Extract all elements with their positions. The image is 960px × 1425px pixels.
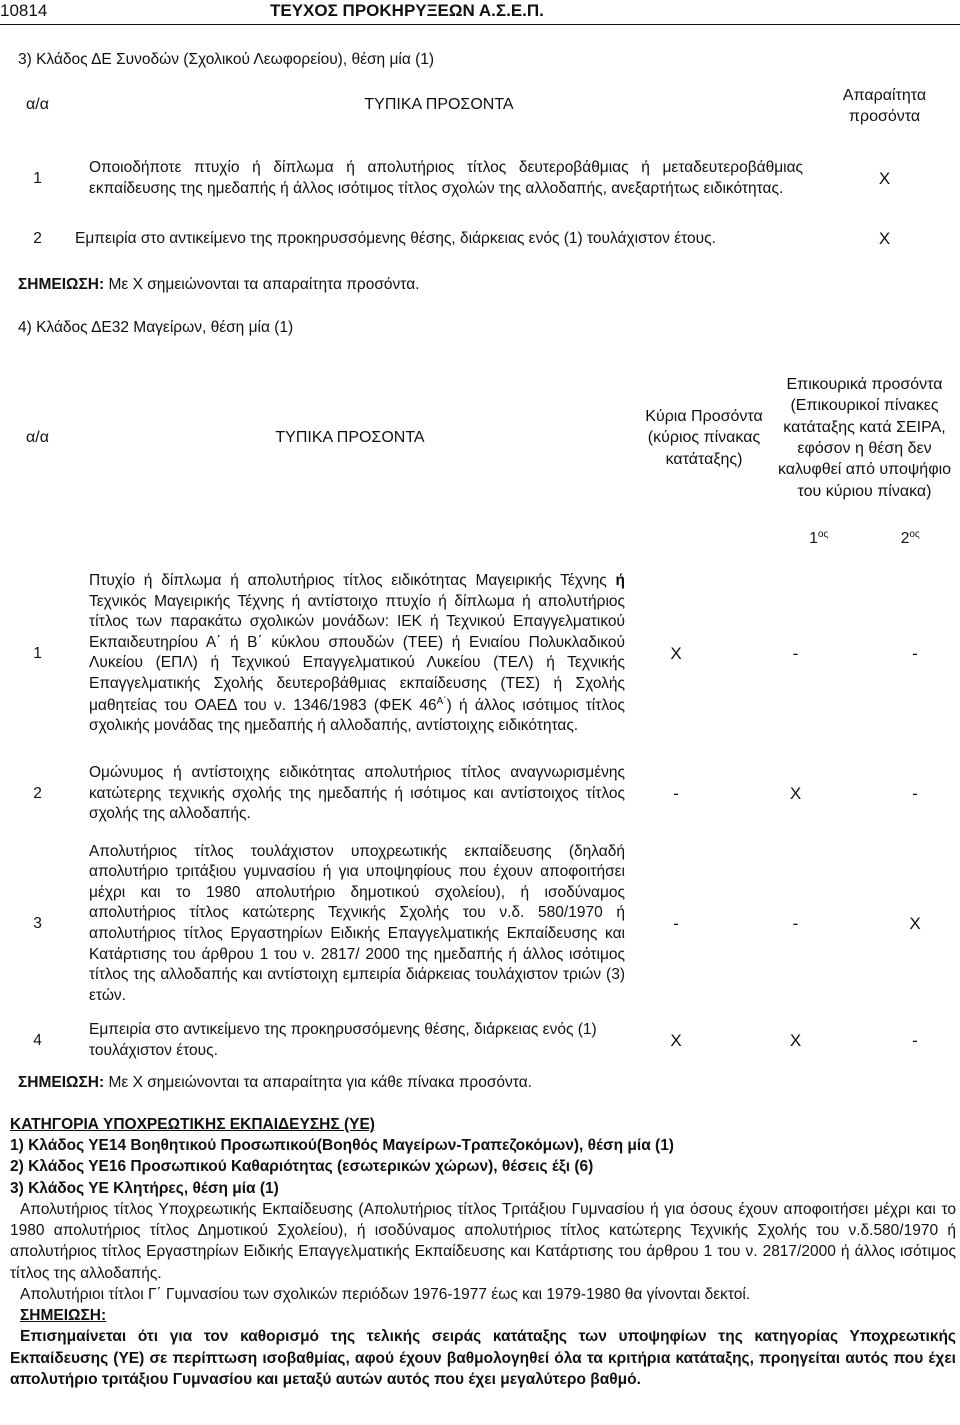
main-mark: -: [673, 783, 679, 803]
note-text: Με Χ σημειώνονται τα απαραίτητα για κάθε πίνακα προσόντα.: [108, 1074, 532, 1091]
row-number: 4: [33, 1031, 42, 1049]
row-number: 2: [33, 784, 42, 802]
aux2-mark: -: [912, 1030, 918, 1050]
row-text: Απολυτήριος τίτλος τουλάχιστον υποχρεωτικής εκπαίδευσης (δηλαδή απολυτήριο τριτάξιου γυμνασίου ή για υποψηφίους που έχουν αποφοιτήσει μέχρι και το 1980 απολυτήριο δημοτικού σχολείου), ή ισοδύναμος απολυτήριος τίτλος κατώτερης Τεχνικής Σχολής του ν.δ. 580/1970 ή απολυτήριος τίτλος Εργαστηρίων Ειδικής Επαγγελματικής Εκπαίδευσης και Κατάρτισης του άρθρου 1 του ν. 2817/ 2000 της ημεδαπής ή άλλος ισότιμος τίτλος της αλλοδαπής και αντίστοιχη εμπειρία διάρκειας τουλάχιστον τριών (3) ετών.: [89, 842, 625, 1004]
page-number: 10814: [0, 1, 48, 20]
col-header-typika: ΤΥΠΙΚΑ ΠΡΟΣΟΝΤΑ: [364, 96, 514, 113]
ye-heading: ΚΑΤΗΓΟΡΙΑ ΥΠΟΧΡΕΩΤΙΚΗΣ ΕΚΠΑΙΔΕΥΣΗΣ (ΥΕ): [10, 1116, 375, 1133]
col-header-aux: Επικουρικά προσόντα (Επικουρικοί πίνακες κατάταξης κατά ΣΕΙΡΑ, εφόσον η θέση δεν καλυφθεί από υποψήφιο του κύριου πίνακα): [777, 376, 952, 500]
row-marks: [635, 1016, 956, 1066]
note-label: ΣΗΜΕΙΩΣΗ:: [18, 276, 105, 293]
section-4-title: 4) Κλάδος ΔΕ32 Μαγείρων, θέση μία (1): [18, 319, 294, 336]
page-header: [0, 0, 960, 25]
section-3-title: 3) Κλάδος ΔΕ Συνοδών (Σχολικού Λεωφορείου), θέση μία (1): [18, 51, 435, 68]
aux2-mark: -: [912, 783, 918, 803]
ye-item-2: 2) Κλάδος ΥΕ16 Προσωπικού Καθαριότητας (εσωτερικών χώρων), θέσεις έξι (6): [10, 1158, 594, 1176]
main-mark: Χ: [670, 1030, 682, 1050]
aux-first-label: $1^{o\varsigma}$: [809, 529, 829, 548]
ye-qualification-text: Απολυτήριος τίτλος Υποχρεωτικής Εκπαίδευσης (Απολυτήριος τίτλος Τριτάξιου Γυμνασίου ή για όσους έχουν αποφοιτήσει μέχρι και το 1980 απολυτήριος τίτλος Δημοτικού Σχολείου), ή ισοδύναμος απολυτήριος τίτλος κατώτερης Τεχνικής Σχολής του ν.δ.580/1970 ή απολυτήριος τίτλος Εργαστηρίων Ειδικής Επαγγελματικής Εκπαίδευσης και Κατάρτισης του άρθρου 1 του ν. 2817/2000 ή άλλος ισότιμος τίτλος της αλλοδαπής.: [10, 1200, 956, 1282]
ye-note-text: Επισημαίνεται ότι για τον καθορισμό της τελικής σειράς κατάταξης των υποψηφίων της κατηγορίας Υποχρεωτικής Εκπαίδευσης (ΥΕ) σε περίπτωση ισοβαθμίας, αφού έχουν βαθμολογηθεί όλα τα κριτήρια κατάταξης, προηγείται αυτός που έχει απολυτήριο τριτάξιου Γυμνασίου και μεταξύ αυτών αυτός που έχει μεγαλύτερο βαθμό.: [10, 1328, 956, 1388]
required-mark: Χ: [878, 168, 891, 188]
ye-note-label: ΣΗΜΕΙΩΣΗ:: [20, 1307, 107, 1325]
col-header-aa: α/α: [26, 96, 49, 113]
required-mark: Χ: [878, 228, 891, 248]
section-4-table: [10, 350, 956, 1066]
ye-item-1: 1) Κλάδος ΥΕ14 Βοηθητικού Προσωπικού(Βοηθός Μαγείρων-Τραπεζοκόμων), θέση μία (1): [10, 1137, 674, 1155]
aux-second-label: $2^{o\varsigma}$: [900, 529, 920, 548]
row-number: 3: [33, 914, 42, 932]
row-text: Πτυχίο ή δίπλωμα ή απολυτήριος τίτλος ειδικότητας Μαγειρικής Τέχνης ή Τεχνικός Μαγειρικής Τέχνης ή αντίστοιχο πτυχίο ή δίπλωμα ή απολυτήριος τίτλος των παρακάτω σχολικών μονάδων: ΙΕΚ ή Τεχνικού Επαγγελματικού Εκπαιδευτηρίου Α΄ ή Β΄ κύκλου σπουδών (ΤΕΕ) ή Ενιαίου Πολυκλαδικού Λυκείου (ΕΠΛ) ή Τεχνικού Επαγγελματικού Λυκείου (ΤΕΛ) ή Τεχνικής Επαγγελματικής Σχολής δευτεροβάθμιας εκπαίδευσης (ΤΕΣ) ή Σχολής μαθητείας του ΟΑΕΔ του ν. 1346/1983 (ΦΕΚ $46^{A΄}$) ή άλλος ισότιμος τίτλος σχολικής μονάδας της ημεδαπής ή αλλοδαπής, αντίστοιχης ειδικότητας.: [89, 571, 625, 735]
row-marks: [635, 756, 956, 832]
section-4-note: [18, 1073, 532, 1094]
section-3-note: [18, 275, 419, 296]
col-header-main: Κύρια Προσόντα (κύριος πίνακας κατάταξης): [645, 408, 763, 468]
row-marks: [635, 552, 956, 756]
row-number: 2: [33, 229, 42, 247]
main-mark: Χ: [670, 643, 682, 663]
section-3-table: [10, 86, 956, 262]
row-number: 1: [33, 644, 42, 662]
col-header-typika: ΤΥΠΙΚΑ ΠΡΟΣΟΝΤΑ: [275, 429, 425, 447]
col-header-required: Απαραίτητα προσόντα: [842, 87, 927, 125]
ye-item-3: 3) Κλάδος ΥΕ Κλητήρες, θέση μία (1): [10, 1179, 279, 1197]
row-text: Εμπειρία στο αντικείμενο της προκηρυσσόμενης θέσης, διάρκειας ενός (1) τουλάχιστον έτους.: [89, 1021, 597, 1059]
aux2-mark: -: [912, 643, 918, 663]
main-mark: -: [673, 913, 679, 933]
ye-category-block: [10, 1114, 956, 1390]
col-header-aa: α/α: [26, 429, 49, 447]
row-marks: [635, 832, 956, 1016]
row-text: Ομώνυμος ή αντίστοιχης ειδικότητας απολυτήριος τίτλος αναγνωρισμένης κατώτερης τεχνικής σχολής της ημεδαπής ή ισότιμος και αντίστοιχος τίτλος σχολής της αλλοδαπής.: [89, 764, 625, 823]
aux1-mark: Χ: [789, 1030, 802, 1050]
row-text: Οποιοδήποτε πτυχίο ή δίπλωμα ή απολυτήριος τίτλος δευτεροβάθμιας ή μεταδευτεροβάθμιας εκπαίδευσης της ημεδαπής ή άλλος ισότιμος τίτλος σχολών της αλλοδαπής, ανεξαρτήτως ειδικότητας.: [89, 159, 803, 197]
row-number: 1: [33, 169, 42, 187]
note-text: Με Χ σημειώνονται τα απαραίτητα προσόντα.: [108, 276, 420, 293]
aux1-mark: Χ: [789, 783, 802, 803]
aux-subheaders: [773, 526, 956, 552]
aux1-mark: -: [792, 913, 799, 933]
row-text: Εμπειρία στο αντικείμενο της προκηρυσσόμενης θέσης, διάρκειας ενός (1) τουλάχιστον έτους.: [75, 229, 716, 247]
note-label: ΣΗΜΕΙΩΣΗ:: [18, 1074, 105, 1091]
issue-title: ΤΕΥΧΟΣ ΠΡΟΚΗΡΥΞΕΩΝ Α.Σ.Ε.Π.: [270, 1, 544, 20]
aux1-mark: -: [792, 643, 799, 663]
aux2-mark: Χ: [909, 913, 921, 933]
ye-acceptance-text: Απολυτήριοι τίτλοι Γ΄ Γυμνασίου των σχολικών περιόδων 1976-1977 έως και 1979-1980 θα γίνονται δεκτοί.: [20, 1285, 751, 1303]
